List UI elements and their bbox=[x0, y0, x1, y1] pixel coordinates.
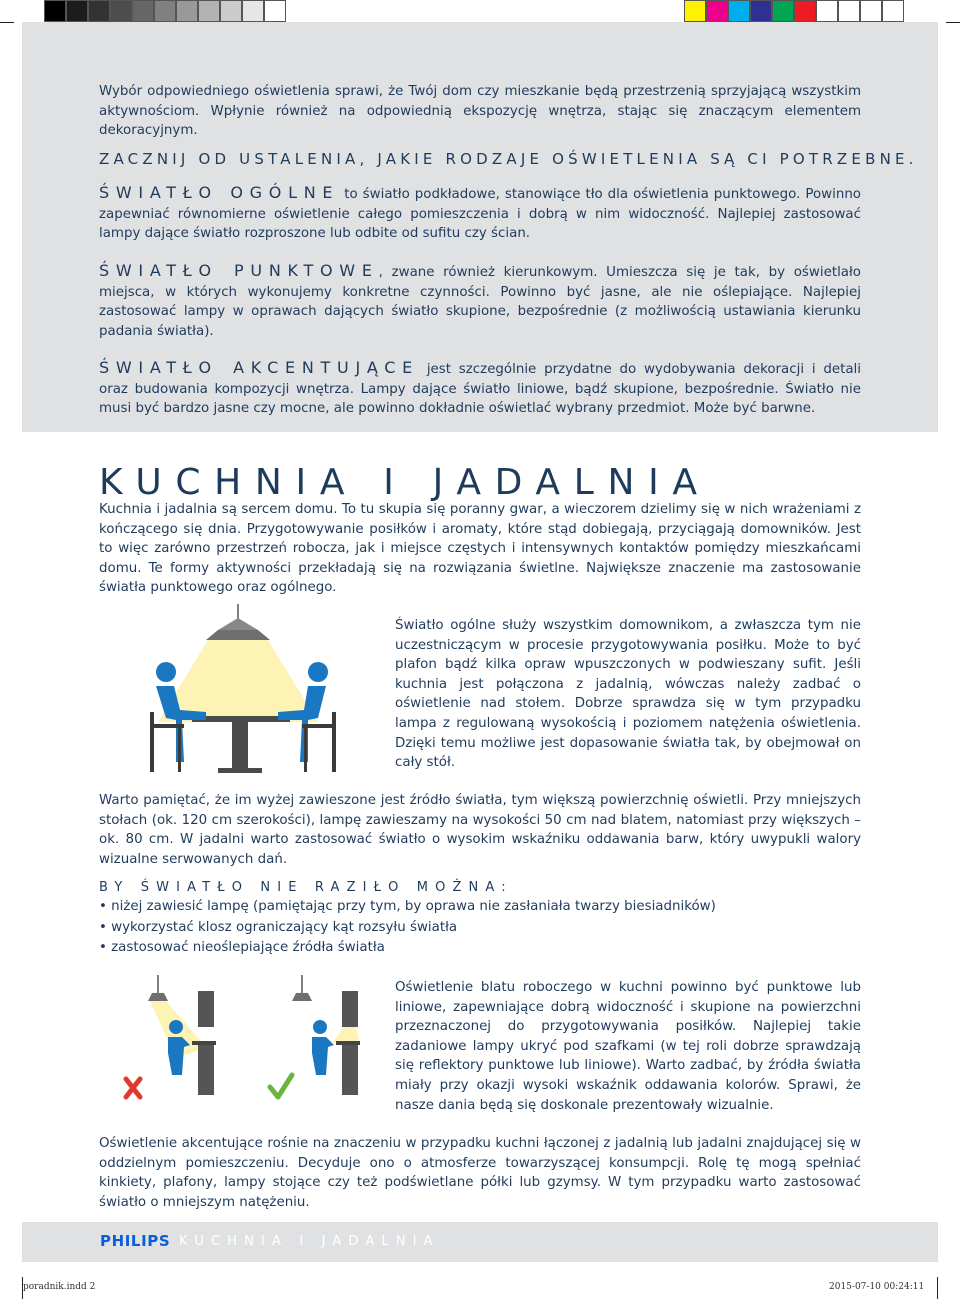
accent-light-label: ŚWIATŁO AKCENTUJĄCE bbox=[99, 358, 420, 377]
crop-mark bbox=[0, 22, 14, 23]
intro-heading: ZACZNIJ OD USTALENIA, JAKIE RODZAJE OŚWIETLENIA SĄ CI POTRZEBNE. bbox=[99, 150, 918, 168]
philips-logo: PHILIPS bbox=[100, 1232, 171, 1250]
crop-mark bbox=[937, 1277, 938, 1299]
list-item: • zastosować nieoślepiające źródła światła bbox=[99, 938, 716, 959]
glare-list bbox=[99, 897, 716, 959]
cross-icon bbox=[126, 1079, 140, 1097]
footer-section-title: KUCHNIA I JADALNIA bbox=[179, 1234, 440, 1249]
person-cooking-icon bbox=[312, 1020, 334, 1075]
intro-paragraph: Wybór odpowiedniego oświetlenia sprawi, że Twój dom czy mieszkanie będą przestrzenią sprzyjającą wszystkim aktywnościom. Wpłynie również na odpowiednią ekspozycję wnętrza, stając się znaczącym elementem dekoracyjnym. bbox=[99, 84, 861, 139]
general-light-label: ŚWIATŁO OGÓLNE bbox=[99, 183, 340, 202]
cmyk-bar bbox=[684, 0, 904, 22]
timestamp-slug: 2015-07-10 00:24:11 bbox=[829, 1282, 925, 1292]
section-title: KUCHNIA I JADALNIA bbox=[99, 462, 711, 503]
accent-light-paragraph: ŚWIATŁO AKCENTUJĄCE jest szczególnie przydatne do wydobywania dekoracji i detali oraz budowania kompozycji wnętrza. Lampy dające światło liniowe, bądź skupione, bezpośrednie. Światło nie musi być bardzo jasne czy mocne, ale powinno dokładnie oświetlać wybrany przedmiot. Może być barwne. bbox=[99, 358, 861, 417]
dining-table-illustration bbox=[148, 604, 344, 776]
height-paragraph: Warto pamiętać, że im wyżej zawieszone jest źródło światła, tym większą powierzchnię oświetli. Przy mniejszych stołach (ok. 120 cm szerokości), lampę zawieszamy na wysokości 50 cm nad blatem, natomiast przy większych – ok. 80 cm. W jadalni warto zastosować światło o wysokim wskaźniku oddawania barw, który uwypukli walory wizualne serwowanych dań. bbox=[99, 793, 861, 867]
checkmark-icon bbox=[270, 1075, 292, 1097]
worktop-paragraph: Oświetlenie blatu roboczego w kuchni powinno być punktowe lub liniowe, zapewniające dobrą widoczność i skupione na powierzchni przeznaczonej do przygotowywania posiłków. Najlepiej takie zadaniowe lampy ukryć pod szafkami (w tej roli dobrze sprawdzają się reflektory punktowe lub liniowe). Warto zadbać, by źródła światła miały przy okazji wysoki wskaźnik oddawania kolorów. Sprawi, że nasze dania będą się doskonale prezentowały wizualnie. bbox=[395, 980, 861, 1113]
grayscale-bar bbox=[44, 0, 286, 22]
worktop-correct-illustration bbox=[262, 975, 374, 1109]
general-light-kitchen-paragraph: Światło ogólne służy wszystkim domownikom, a zwłaszcza tym nie uczestniczącym w procesie przygotowywania posiłku. Może to być plafon bądź kilka opraw wpuszczonych w podwieszany sufit. Jeśli kuchnia jest połączona z jadalnią, wówczas należy zadbać o oświetlenie nad stołem. Dobrze sprawdza się w tym przypadku lampa z regulowaną wysokością i poziomem natężenia oświetlenia. Dzięki temu możliwe jest dopasowanie światła tak, by obejmował on cały stół. bbox=[395, 618, 861, 771]
spot-light-label: ŚWIATŁO PUNKTOWE bbox=[99, 261, 379, 280]
general-light-paragraph: ŚWIATŁO OGÓLNE to światło podkładowe, stanowiące tło dla oświetlenia punktowego. Powinno zapewniać równomierne oświetlenie całego pomieszczenia i dobrą w nim widoczność. Najlepiej zastosować lampy dające światło rozproszone lub odbite od sufitu czy ścian. bbox=[99, 183, 861, 242]
worktop-wrong-illustration bbox=[118, 975, 230, 1109]
crop-mark bbox=[946, 22, 960, 23]
file-slug: poradnik.indd 2 bbox=[23, 1282, 96, 1292]
list-item: • wykorzystać klosz ograniczający kąt rozsyłu światła bbox=[99, 918, 716, 939]
spot-light-paragraph: ŚWIATŁO PUNKTOWE, zwane również kierunkowym. Umieszcza się je tak, by oświetlało miejsca, w których wykonujemy konkretne czynności. Powinno być jasne, ale nie oślepiające. Najlepiej zastosować lampy w oprawach dających światło skupione, bezpośrednie (z możliwością ustawiania kierunku padania światła). bbox=[99, 261, 861, 339]
glare-heading: BY ŚWIATŁO NIE RAZIŁO MOŻNA: bbox=[99, 880, 513, 895]
list-item: • niżej zawiesić lampę (pamiętając przy tym, by oprawa nie zasłaniała twarzy biesiadników) bbox=[99, 897, 716, 918]
accent-kitchen-paragraph: Oświetlenie akcentujące rośnie na znaczeniu w przypadku kuchni łączonej z jadalnią lub jadalni znajdującej się w oddzielnym pomieszczeniu. Decyduje ono o atmosferze towarzyszącej konsumpcji. Rolę tę mogą spełniać kinkiety, plafony, lampy stojące czy też podświetlane półki lub gzymsy. W tym przypadku warto zastosować światło o mniejszym natężeniu. bbox=[99, 1136, 861, 1210]
kitchen-intro-paragraph: Kuchnia i jadalnia są sercem domu. To tu skupia się poranny gwar, a wieczorem dzielimy się w nich wrażeniami z kończącego się dnia. Przygotowywanie posiłków i aromaty, które stąd dobiegają, przyciągają domowników. Jest to więc zarówno przestrzeń robocza, jak i miejsce częstych i intensywnych kontaktów pomiędzy mieszkańcami domu. Te formy aktywności przekładają się na rozwiązania świetlne. Największe znaczenie ma zastosowanie światła punktowego oraz ogólnego. bbox=[99, 502, 861, 596]
